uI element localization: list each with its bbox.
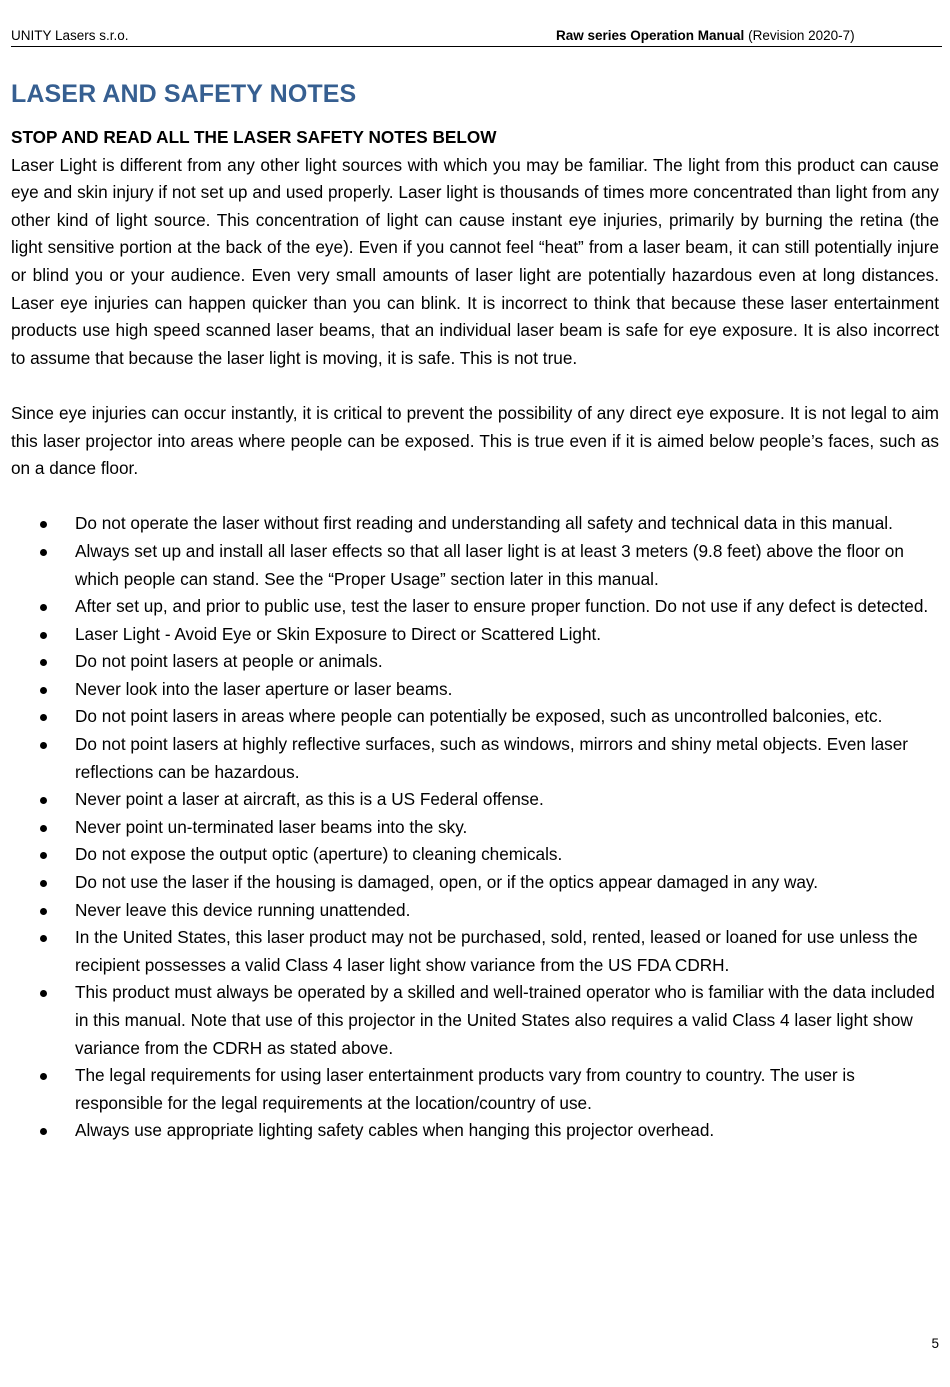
bullet-item [11,869,939,897]
bullet-item [11,814,939,842]
bullet-text: Always set up and install all laser effects so that all laser light is at least 3 meters (9.8 feet) above the floor on which people can stand. See the “Proper Usage” section later in this manual. [75,540,904,589]
bullet-text: Laser Light - Avoid Eye or Skin Exposure to Direct or Scattered Light. [75,623,602,644]
section-title: LASER AND SAFETY NOTES [11,80,357,108]
bullet-item [11,648,939,676]
bullet-item [11,538,939,593]
bullet-icon [40,990,47,997]
bullet-icon [40,880,47,887]
bullet-item [11,924,939,979]
bullet-icon [40,632,47,639]
bullet-text: Do not point lasers in areas where people can potentially be exposed, such as uncontrolled balconies, etc. [75,706,883,727]
bullet-item [11,621,939,649]
bullet-icon [40,1073,47,1080]
manual-page [11,0,939,1387]
bullet-text: Never leave this device running unattended. [75,899,411,920]
bullet-icon [40,659,47,666]
page-number: 5 [931,1336,939,1351]
bullet-item [11,897,939,925]
bullet-icon [40,714,47,721]
bullet-text: Never point a laser at aircraft, as this is a US Federal offense. [75,789,544,810]
bullet-text: In the United States, this laser product may not be purchased, sold, rented, leased or loaned for use unless the recipient possesses a valid Class 4 laser light show variance from the US FDA CDRH. [75,927,918,975]
bullet-item [11,510,939,538]
bullet-icon [40,908,47,915]
page-header [11,26,942,47]
safety-bullet-list [11,510,939,1145]
manual-title [556,28,855,43]
bullet-text: Do not point lasers at people or animals. [75,651,383,672]
bullet-icon [40,852,47,859]
bullet-item [11,1117,939,1145]
bullet-icon [40,797,47,804]
bullet-item [11,731,939,786]
subtitle: STOP AND READ ALL THE LASER SAFETY NOTES BELOW [11,127,497,147]
bullet-item [11,593,939,621]
bullet-text: Do not operate the laser without first reading and understanding all safety and technical data in this manual. [75,513,893,534]
bullet-item [11,1062,939,1117]
bullet-item [11,676,939,704]
bullet-icon [40,521,47,528]
bullet-text: Do not use the laser if the housing is damaged, open, or if the optics appear damaged in any way. [75,872,819,893]
bullet-item [11,703,939,731]
bullet-text: After set up, and prior to public use, test the laser to ensure proper function. Do not use if any defect is detected. [75,596,929,617]
bullet-icon [40,549,47,556]
bullet-text: Never point un-terminated laser beams into the sky. [75,816,468,837]
bullet-text: This product must always be operated by a skilled and well-trained operator who is familiar with the data included in this manual. Note that use of this projector in the United States also requires a valid Class 4 laser light show variance from the CDRH as stated above. [75,982,935,1058]
bullet-item [11,979,939,1062]
bullet-text: The legal requirements for using laser entertainment products vary from country to country. The user is responsible for the legal requirements at the location/country of use. [75,1065,855,1113]
bullet-icon [40,935,47,942]
bullet-text: Never look into the laser aperture or laser beams. [75,678,453,699]
paragraph-exposure: Since eye injuries can occur instantly, it is critical to prevent the possibility of any direct eye exposure. It is not legal to aim this laser projector into areas where people can be exposed. This is true even if it is aimed below people’s faces, such as on a dance floor. [11,402,939,479]
bullet-text: Do not expose the output optic (aperture) to cleaning chemicals. [75,844,563,865]
bullet-icon [40,1128,47,1135]
bullet-text: Always use appropriate lighting safety cables when hanging this projector overhead. [75,1120,715,1141]
bullet-icon [40,742,47,749]
bullet-icon [40,687,47,694]
bullet-item [11,786,939,814]
bullet-icon [40,604,47,611]
bullet-icon [40,825,47,832]
revision-label: (Revision 2020-7) [748,28,855,43]
company-name: UNITY Lasers s.r.o. [11,28,129,43]
manual-title-text: Raw series Operation Manual [556,28,745,43]
paragraph-intro: Laser Light is different from any other light sources with which you may be familiar. The light from this product can cause eye and skin injury if not set up and used properly. Laser light is thousands of times more concentrated than light from any other kind of light source. This concentration of light can cause instant eye injuries, primarily by burning the retina (the light sensitive portion at the back of the eye). Even if you cannot feel “heat” from a laser beam, it can still potentially injure or blind you or your audience. Even very small amounts of laser light are potentially hazardous even at long distances. Laser eye injuries can happen quicker than you can blink. It is incorrect to think that because these laser entertainment products use high speed scanned laser beams, that an individual laser beam is safe for eye exposure. It is also incorrect to assume that because the laser light is moving, it is safe. This is not true. [11,154,939,368]
bullet-item [11,841,939,869]
bullet-text: Do not point lasers at highly reflective surfaces, such as windows, mirrors and shiny metal objects. Even laser reflections can be hazardous. [75,734,909,782]
page-content [11,124,939,1145]
